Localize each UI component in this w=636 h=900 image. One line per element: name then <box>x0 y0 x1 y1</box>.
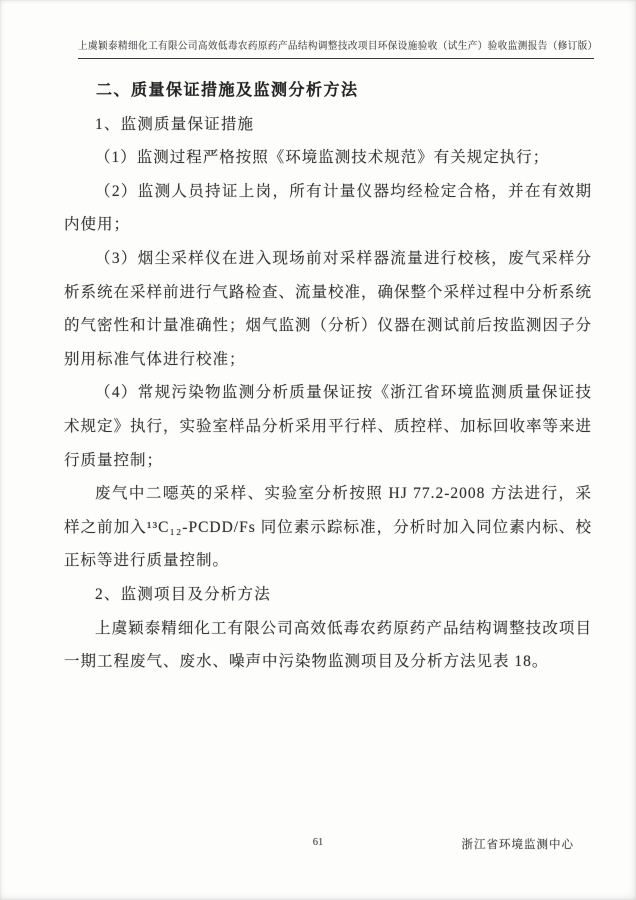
section-title: 二、质量保证措施及监测分析方法 <box>96 82 359 99</box>
closing-paragraph: 上虞颖泰精细化工有限公司高效低毒农药原药产品结构调整技改项目一期工程废气、废水、噪声中污染物监测项目及分析方法见表 18。 <box>64 619 592 671</box>
page-number: 61 <box>312 837 324 848</box>
running-header <box>78 36 598 59</box>
subsection-heading-2: 2、监测项目及分析方法 <box>95 585 271 603</box>
paragraph-qa-1: （1）监测过程严格按照《环境监测技术规范》有关规定执行； <box>95 149 550 167</box>
footer-organization: 浙江省环境监测中心 <box>461 839 574 851</box>
paragraph-qa-3: （3）烟尘采样仪在进入现场前对采样器流量进行校核，废气采样分析系统在采样前进行气路检查、流量校准，确保整个采样过程中分析系统的气密性和计量准确性；烟气监测（分析）仪器在测试前后按监测因子分别用标准气体进行校准； <box>64 249 593 368</box>
paragraph-qa-4: （4）常规污染物监测分析质量保证按《浙江省环境监测质量保证技术规定》执行，实验室样品分析采用平行样、质控样、加标回收率等来进行质量控制； <box>64 384 593 469</box>
running-header-title: 上虞颖泰精细化工有限公司高效低毒农药原药产品结构调整技改项目环保设施验收（试生产）验收监测报告（修订版） <box>78 40 598 53</box>
document-body <box>64 74 592 679</box>
paragraph-dioxin-method: 废气中二噁英的采样、实验室分析按照 HJ 77.2-2008 方法进行，采样之前加入¹³C₁₂-PCDD/Fs 同位素示踪标准，分析时加入同位素内标、校正标等进行质量控制。 <box>64 485 592 570</box>
subsection-heading-1: 1、监测质量保证措施 <box>95 115 255 133</box>
paragraph-qa-2: （2）监测人员持证上岗，所有计量仪器均经检定合格，并在有效期内使用； <box>64 182 592 234</box>
